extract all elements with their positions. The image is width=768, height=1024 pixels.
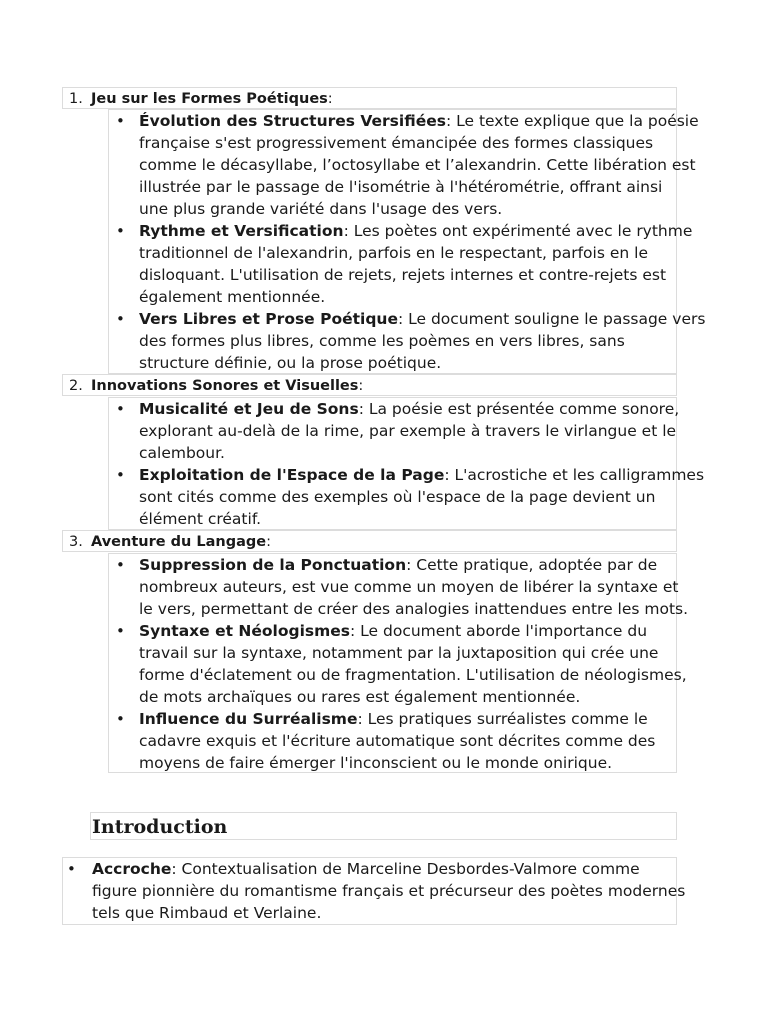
bullet-icon: • [116, 400, 125, 418]
item-term: Accroche [92, 860, 172, 878]
list-item: • Syntaxe et Néologismes: Le document aborde l'importance du travail sur la syntaxe, notamment par la juxtaposition qui crée une forme d'éclatement ou de fragmentation. L'utilisation de néologismes, de mots archaïques ou rares est également mentionnée. [116, 622, 687, 706]
item-term: Rythme et Versification [139, 222, 344, 240]
bullet-icon: • [116, 310, 125, 328]
section-number: 1. [69, 91, 83, 107]
section-heading-2: 2. Innovations Sonores et Visuelles: [62, 374, 677, 396]
item-term: Exploitation de l'Espace de la Page [139, 466, 445, 484]
section-number: 2. [69, 378, 83, 394]
section-title: Jeu sur les Formes Poétiques [91, 91, 328, 107]
section-2-list [108, 397, 705, 530]
section-3-list [108, 553, 689, 773]
item-term: Suppression de la Ponctuation [139, 556, 407, 574]
bullet-icon: • [116, 222, 125, 240]
bullet-icon: • [67, 860, 76, 878]
list-item: • Évolution des Structures Versifiées: Le texte explique que la poésie française s'est progressivement émancipée des formes classiques comme le décasyllabe, l’octosyllabe et l’alexandrin. Cette libération est illustrée par le passage de l'isométrie à l'hétérométrie, offrant ainsi une plus grande variété dans l'usage des vers. [116, 112, 699, 218]
section-title: Innovations Sonores et Visuelles [91, 378, 359, 394]
section-heading-3: 3. Aventure du Langage: [62, 530, 677, 552]
list-item: • Influence du Surréalisme: Les pratiques surréalistes comme le cadavre exquis et l'écriture automatique sont décrites comme des moyens de faire émerger l'inconscient ou le monde onirique. [116, 710, 656, 772]
item-term: Vers Libres et Prose Poétique [139, 310, 398, 328]
list-item: • Musicalité et Jeu de Sons: La poésie est présentée comme sonore, explorant au-delà de la rime, par exemple à travers le virlangue et le calembour. [116, 400, 680, 462]
list-item: • Suppression de la Ponctuation: Cette pratique, adoptée par de nombreux auteurs, est vue comme un moyen de libérer la syntaxe et le vers, permettant de créer des analogies inattendues entre les mots. [116, 556, 689, 618]
list-item: • Exploitation de l'Espace de la Page: L'acrostiche et les calligrammes sont cités comme des exemples où l'espace de la page devient un élément créatif. [116, 466, 705, 528]
bullet-icon: • [116, 466, 125, 484]
bullet-icon: • [116, 556, 125, 574]
bullet-icon: • [116, 622, 125, 640]
item-term: Musicalité et Jeu de Sons [139, 400, 359, 418]
bullet-icon: • [116, 112, 125, 130]
section-number: 3. [69, 534, 83, 550]
bullet-icon: • [116, 710, 125, 728]
item-term: Syntaxe et Néologismes [139, 622, 351, 640]
item-term: Influence du Surréalisme [139, 710, 358, 728]
section-title: Aventure du Langage [91, 534, 267, 550]
item-term: Évolution des Structures Versifiées [139, 112, 446, 130]
introduction-heading: Introduction [90, 812, 677, 840]
section-heading-1: 1. Jeu sur les Formes Poétiques: [62, 87, 677, 109]
section-1-list [108, 109, 706, 374]
list-item: • Accroche: Contextualisation de Marceline Desbordes-Valmore comme figure pionnière du romantisme français et précurseur des poètes modernes tels que Rimbaud et Verlaine. [67, 860, 686, 922]
list-item: • Vers Libres et Prose Poétique: Le document souligne le passage vers des formes plus libres, comme les poèmes en vers libres, sans structure définie, ou la prose poétique. [116, 310, 706, 372]
introduction-list [62, 857, 686, 925]
list-item: • Rythme et Versification: Les poètes ont expérimenté avec le rythme traditionnel de l'alexandrin, parfois en le respectant, parfois en le disloquant. L'utilisation de rejets, rejets internes et contre-rejets est également mentionnée. [116, 222, 693, 306]
